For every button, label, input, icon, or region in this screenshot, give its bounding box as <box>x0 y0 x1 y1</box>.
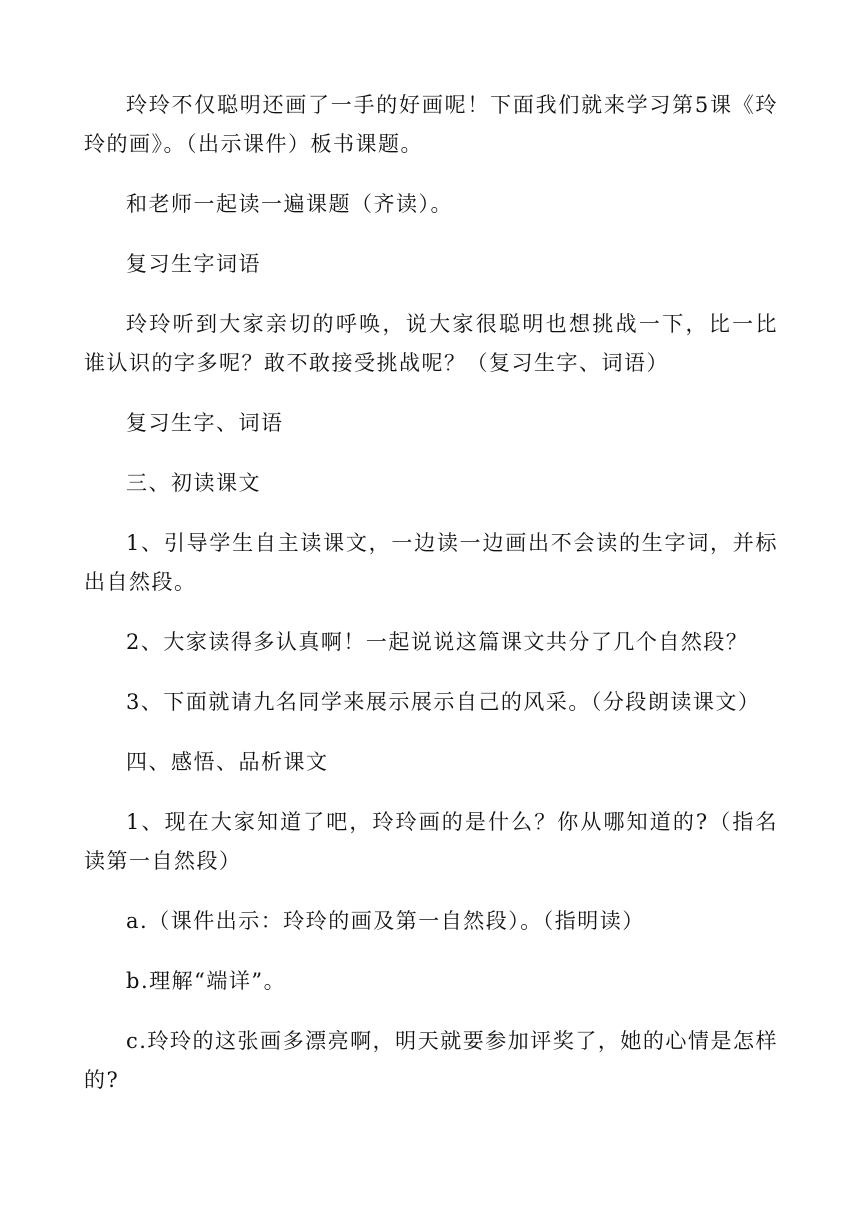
paragraph-step-2: 2、大家读得多认真啊！一起说说这篇课文共分了几个自然段？ <box>126 630 749 654</box>
paragraph-read-title: 和老师一起读一遍课题（齐读）。 <box>126 192 453 216</box>
paragraph-review-words: 复习生字、词语 <box>126 411 284 435</box>
section-heading-first-reading: 三、初读课文 <box>126 471 261 495</box>
paragraph-challenge: 玲玲听到大家亲切的呼唤，说大家很聪明也想挑战一下，比一比谁认识的字多呢？敢不敢接受挑战呢？（复习生字、词语） <box>84 312 778 375</box>
paragraph-item-a: a.（课件出示：玲玲的画及第一自然段）。（指明读） <box>126 909 645 933</box>
section-heading-analysis: 四、感悟、品析课文 <box>126 750 329 774</box>
paragraph-review-heading: 复习生字词语 <box>126 252 261 276</box>
paragraph-intro: 玲玲不仅聪明还画了一手的好画呢！下面我们就来学习第5课《玲玲的画》。（出示课件）板书课题。 <box>84 93 778 156</box>
paragraph-item-b: b.理解“端详”。 <box>126 969 287 993</box>
paragraph-step-1: 1、引导学生自主读课文，一边读一边画出不会读的生字词，并标出自然段。 <box>84 531 778 594</box>
paragraph-question-1: 1、现在大家知道了吧，玲玲画的是什么？你从哪知道的?（指名读第一自然段） <box>84 810 778 873</box>
paragraph-step-3: 3、下面就请九名同学来展示展示自己的风采。（分段朗读课文） <box>126 690 761 714</box>
paragraph-item-c: c.玲玲的这张画多漂亮啊，明天就要参加评奖了，她的心情是怎样的? <box>84 1029 778 1092</box>
document-body <box>84 86 778 1100</box>
